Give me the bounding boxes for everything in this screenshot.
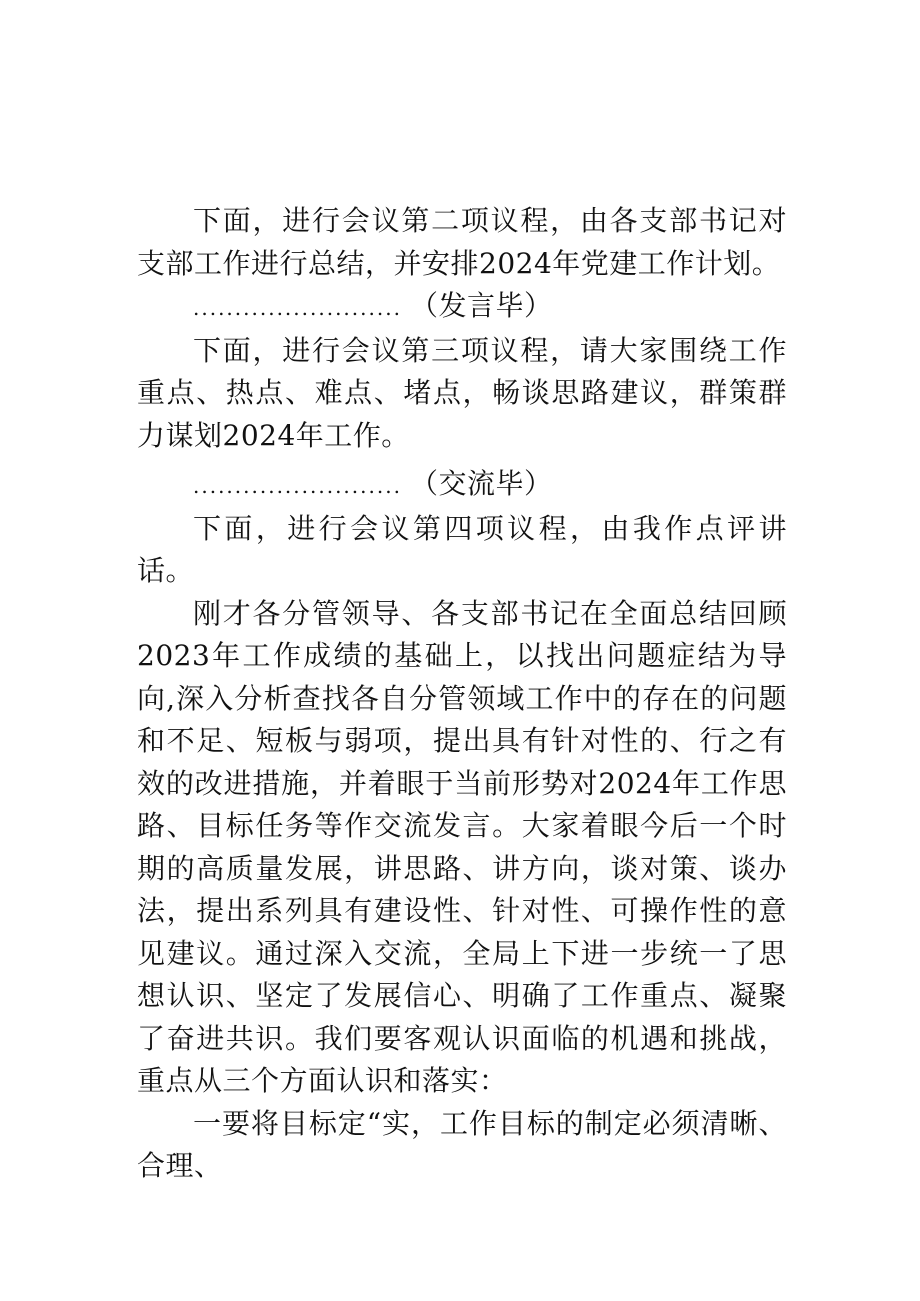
discussion-end-line <box>137 463 787 508</box>
paragraph-agenda-two: 下面，进行会议第二项议程，由各支部书记对支部工作进行总结，并安排2024年党建工作计划。 <box>137 204 787 280</box>
discussion-end-note: （交流毕） <box>409 467 553 500</box>
paragraph-review: 刚才各分管领导、各支部书记在全面总结回顾2023年工作成绩的基础上，以找出问题症结为导向,深入分析查找各自分管领域工作中的存在的问题和不足、短板与弱项，提出具有针对性的、行之有效的改进措施，并着眼于当前形势对2024年工作思路、目标任务等作交流发言。大家着眼今后一个时期的高质量发展，讲思路、讲方向，谈对策、谈办法，提出系列具有建设性、针对性、可操作性的意见建议。通过深入交流，全局上下进一步统一了思想认识、坚定了发展信心、明确了工作重点、凝聚了奋进共识。我们要客观认识面临的机遇和挑战，重点从三个方面认识和落实： <box>137 596 787 1097</box>
ellipsis-dots: ......................... <box>193 296 402 320</box>
ellipsis-dots: ......................... <box>193 474 402 498</box>
speech-end-note: （发言毕） <box>409 289 553 322</box>
paragraph-goal-one: 一要将目标定“实，工作目标的制定必须清晰、合理、 <box>137 1106 787 1182</box>
paragraph-agenda-four: 下面，进行会议第四项议程，由我作点评讲话。 <box>137 511 787 587</box>
speech-end-line <box>137 285 787 330</box>
document-body <box>137 200 787 1188</box>
paragraph-agenda-three: 下面，进行会议第三项议程，请大家围绕工作重点、热点、难点、堵点，畅谈思路建议，群策群力谋划2024年工作。 <box>137 333 787 452</box>
